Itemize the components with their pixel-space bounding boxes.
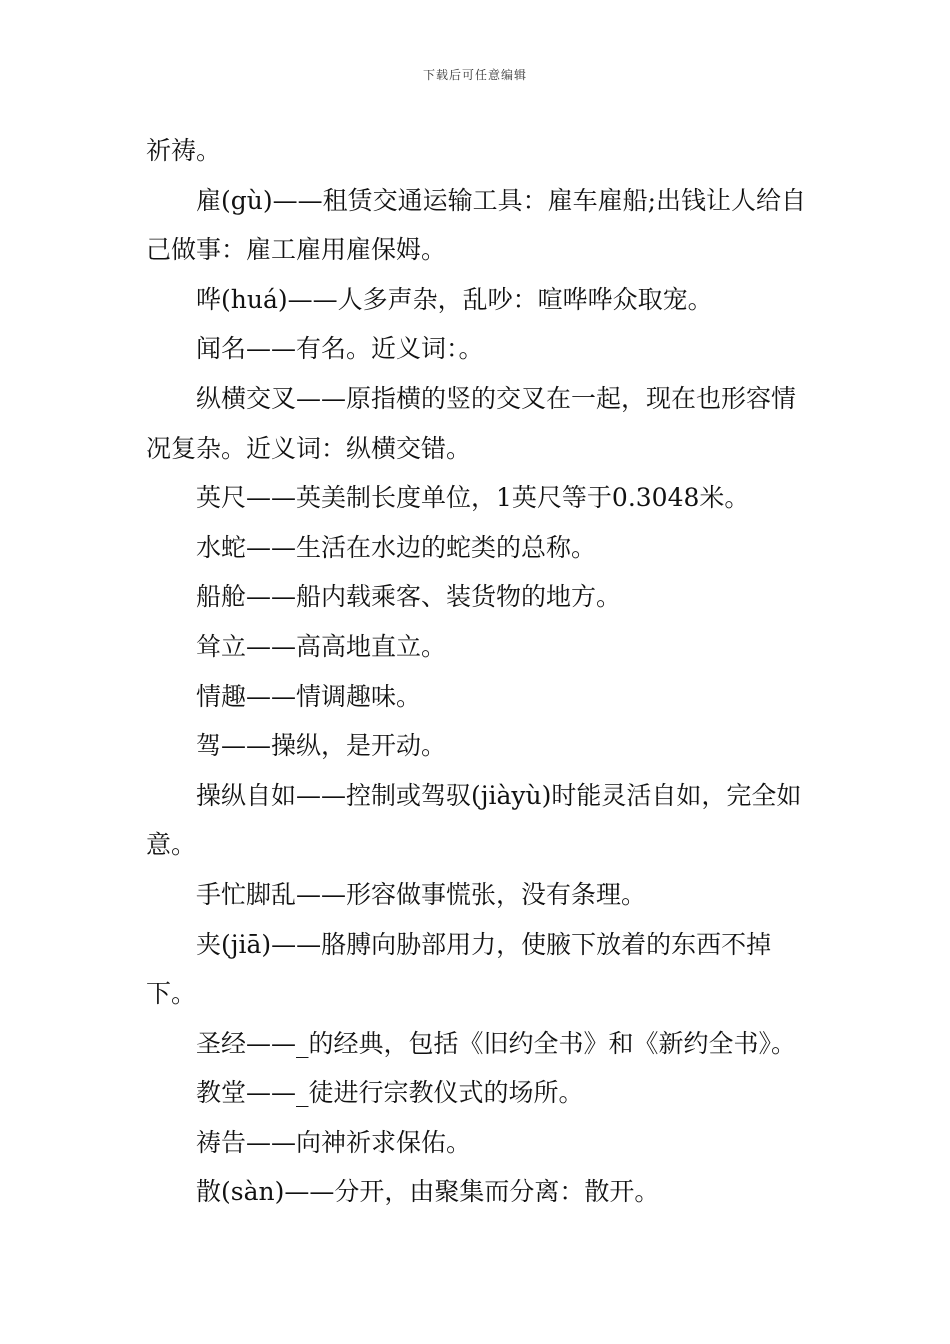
paragraph: 祷告——向神祈求保佑。 (196, 1127, 472, 1157)
paragraph: 情趣——情调趣味。 (196, 681, 422, 711)
paragraph: 船舱——船内载乘客、装货物的地方。 (196, 582, 622, 612)
paragraph: 教堂——_徒进行宗教仪式的场所。 (196, 1078, 584, 1108)
paragraph: 水蛇——生活在水边的蛇类的总称。 (196, 532, 597, 562)
paragraph: 纵横交叉——原指横的竖的交叉在一起，现在也形容情况复杂。近义词：纵横交错。 (146, 383, 797, 463)
paragraph: 英尺——英美制长度单位，1英尺等于0.3048米。 (196, 483, 750, 513)
paragraph: 祈祷。 (146, 136, 222, 165)
paragraph: 圣经——_的经典，包括《旧约全书》和《新约全书》。 (196, 1028, 797, 1058)
paragraph: 耸立——高高地直立。 (196, 631, 447, 661)
paragraph: 散(sàn)——分开，由聚集而分离：散开。 (196, 1177, 660, 1207)
paragraph: 驾——操纵，是开动。 (196, 731, 447, 761)
paragraph: 手忙脚乱——形容做事慌张，没有条理。 (196, 879, 647, 909)
page-header: 下载后可任意编辑 (422, 68, 527, 82)
paragraph: 雇(gù)——租赁交通运输工具：雇车雇船;出钱让人给自己做事：雇工雇用雇保姆。 (146, 185, 807, 265)
paragraph: 哗(huá)——人多声杂，乱吵：喧哗哗众取宠。 (196, 284, 713, 314)
document-body (146, 126, 811, 1217)
paragraph: 操纵自如——控制或驾驭(jiàyù)时能灵活自如，完全如意。 (146, 780, 802, 860)
paragraph: 夹(jiā)——胳膊向胁部用力，使腋下放着的东西不掉下。 (146, 929, 772, 1009)
paragraph: 闻名——有名。近义词：。 (196, 334, 484, 364)
